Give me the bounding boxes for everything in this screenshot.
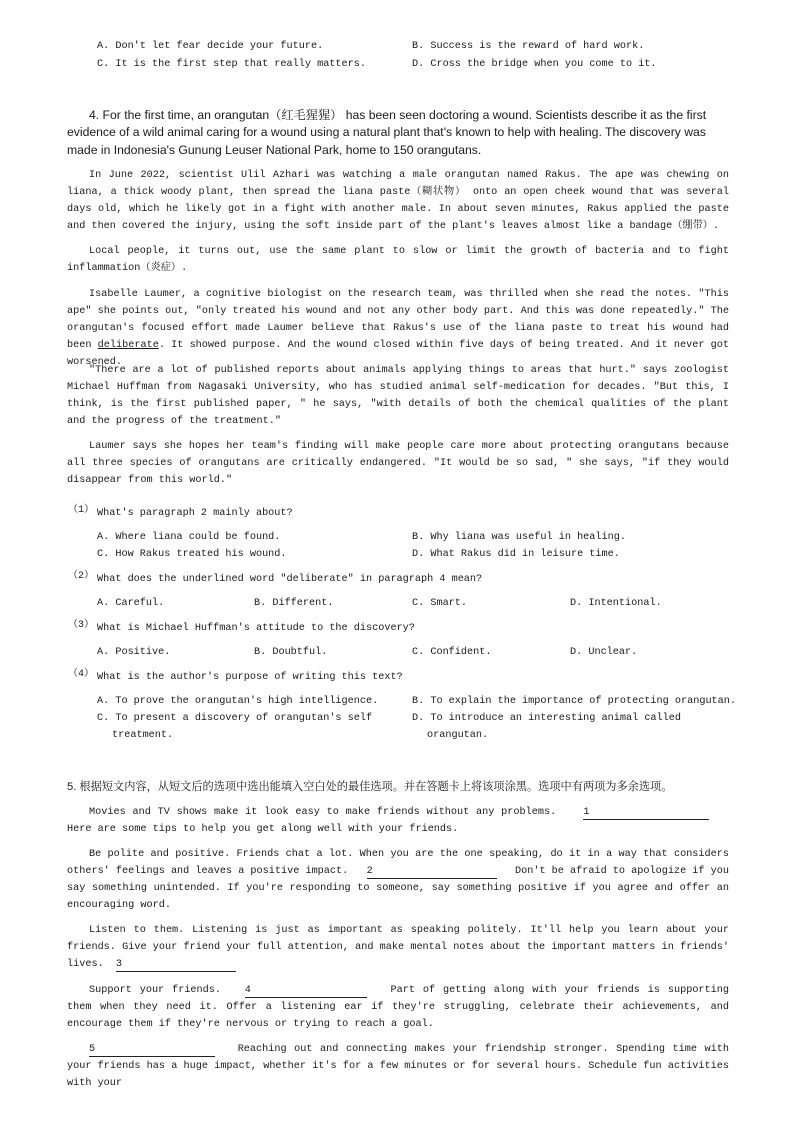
choice-d[interactable]: D. Unclear.	[570, 647, 638, 658]
cloze-blank-5[interactable]: 5	[89, 1043, 215, 1057]
choice-a[interactable]: A. Careful.	[97, 598, 165, 609]
choice-c-continued: treatment.	[112, 730, 174, 741]
cloze-blank-2[interactable]: 2	[367, 865, 497, 879]
choice-d[interactable]: D. What Rakus did in leisure time.	[412, 549, 620, 560]
choice-c[interactable]: C. Confident.	[412, 647, 492, 658]
question-number: （4）	[68, 669, 95, 680]
passage-paragraph-2: Local people, it turns out, use the same plant to slow or limit the growth of bacteria and to fight inflammation（炎症）.	[67, 246, 729, 274]
question-number: （2）	[68, 571, 95, 582]
cloze-text: Don't be afraid to apologize if you say something unintended. If you're responding to someone, say something positive if you agree and offer an encouraging word.	[67, 866, 729, 911]
cloze-text: Be polite and positive. Friends chat a lot. When you are the one speaking, do it in a way that considers others' feelings and leaves a positive impact.	[67, 849, 729, 877]
cloze-text: Here are some tips to help you get along well with your friends.	[67, 824, 459, 835]
paragraph-3-text-end: . It showed purpose. And the wound closed within five days of being treated. And it never got worsened.	[67, 340, 729, 368]
option-c: C. It is the first step that really matters.	[97, 59, 366, 70]
choice-b[interactable]: B. Different.	[254, 598, 334, 609]
cloze-blank-3[interactable]: 3	[116, 958, 236, 972]
choice-b[interactable]: B. Why liana was useful in healing.	[412, 532, 626, 543]
question-stem: What is Michael Huffman's attitude to the discovery?	[97, 623, 415, 634]
question-stem: What's paragraph 2 mainly about?	[97, 508, 293, 519]
cloze-paragraph-4	[67, 982, 729, 1033]
choice-d-continued: orangutan.	[427, 730, 489, 741]
cloze-paragraph-3	[67, 922, 729, 973]
choice-a[interactable]: A. To prove the orangutan's high intelligence.	[97, 696, 379, 707]
choice-a[interactable]: A. Positive.	[97, 647, 171, 658]
choice-c[interactable]: C. To present a discovery of orangutan's self	[97, 713, 373, 724]
choice-a[interactable]: A. Where liana could be found.	[97, 532, 281, 543]
option-a: A. Don't let fear decide your future.	[97, 41, 324, 52]
question-number: （3）	[68, 620, 95, 631]
passage-paragraph-1: In June 2022, scientist Ulil Azhari was watching a male orangutan named Rakus. The ape was chewing on liana, a thick woody plant, then spread the liana paste（糊状物） onto an open cheek wound that was several days old, which he likely got in a fight with another male. In about seven minutes, Rakus applied the paste and then covered the injury, using the soft inside part of the plant's leaves almost like a bandage（绷带）.	[67, 170, 729, 232]
choice-c[interactable]: C. Smart.	[412, 598, 468, 609]
cloze-text: Support your friends.	[89, 985, 221, 996]
choice-b[interactable]: B. To explain the importance of protecting orangutan.	[412, 696, 737, 707]
section-5-instructions: 5. 根据短文内容，从短文后的选项中选出能填入空白处的最佳选项。并在答题卡上将该项涂黑。选项中有两项为多余选项。	[67, 781, 673, 793]
cloze-paragraph-5	[67, 1041, 729, 1092]
option-d: D. Cross the bridge when you come to it.	[412, 59, 657, 70]
cloze-text: Reaching out and connecting makes your friendship stronger. Spending time with your friends has a huge impact, whether it's for a few minutes or for several hours. Schedule fun activities with your	[67, 1044, 729, 1089]
question-stem: What is the author's purpose of writing this text?	[97, 672, 403, 683]
cloze-paragraph-2	[67, 846, 729, 914]
underlined-word: deliberate	[97, 340, 159, 351]
choice-d[interactable]: D. To introduce an interesting animal called	[412, 713, 681, 724]
choice-d[interactable]: D. Intentional.	[570, 598, 662, 609]
cloze-paragraph-1	[67, 804, 729, 838]
choice-b[interactable]: B. Doubtful.	[254, 647, 328, 658]
passage-paragraph-5: Laumer says she hopes her team's finding will make people care more about protecting orangutans because all three species of orangutans are critically endangered. "It would be so sad, " she says, "if they would disappear from this world."	[67, 441, 729, 486]
option-b: B. Success is the reward of hard work.	[412, 41, 645, 52]
question-4-intro: 4. For the first time, an orangutan（红毛猩猩） has been seen doctoring a wound. Scientists describe it as the first evidence of a wild animal caring for a wound using a natural plant that's known to help with healing. The discovery was made in Indonesia's Gunung Leuser National Park, home to 150 orangutans.	[67, 108, 707, 157]
cloze-text: Part of getting along with your friends is supporting them when they need it. Offer a listening ear if they're struggling, celebrate their achievements, and encourage them if they're nervous or trying to reach a goal.	[67, 985, 729, 1030]
cloze-blank-4[interactable]: 4	[245, 984, 367, 998]
passage-paragraph-3	[67, 286, 729, 371]
passage-paragraph-4: "There are a lot of published reports about animals applying things to areas that hurt." says zoologist Michael Huffman from Nagasaki University, who has studied animal self-medication for decades. "But this, I think, is the first published paper, " he says, "with details of both the chemical qualities of the plant and the progress of the treatment."	[67, 365, 729, 427]
choice-c[interactable]: C. How Rakus treated his wound.	[97, 549, 287, 560]
cloze-text: Movies and TV shows make it look easy to make friends without any problems.	[89, 807, 557, 818]
question-stem: What does the underlined word "deliberate" in paragraph 4 mean?	[97, 574, 483, 585]
cloze-text: Listen to them. Listening is just as important as speaking politely. It'll help you learn about your friends. Give your friend your full attention, and make mental notes about the important matters in friends' lives.	[67, 925, 729, 970]
paragraph-3-text-start: Isabelle Laumer, a cognitive biologist on the research team, was thrilled when she read the notes. "This ape" she points out, "only treated his wound and not any other body part. And this was done repeatedly." The orangutan's focused effort made Laumer believe that Rakus's use of the liana paste to treat his wound had been	[67, 289, 729, 351]
cloze-blank-1[interactable]: 1	[583, 806, 709, 820]
question-number: （1）	[68, 505, 95, 516]
